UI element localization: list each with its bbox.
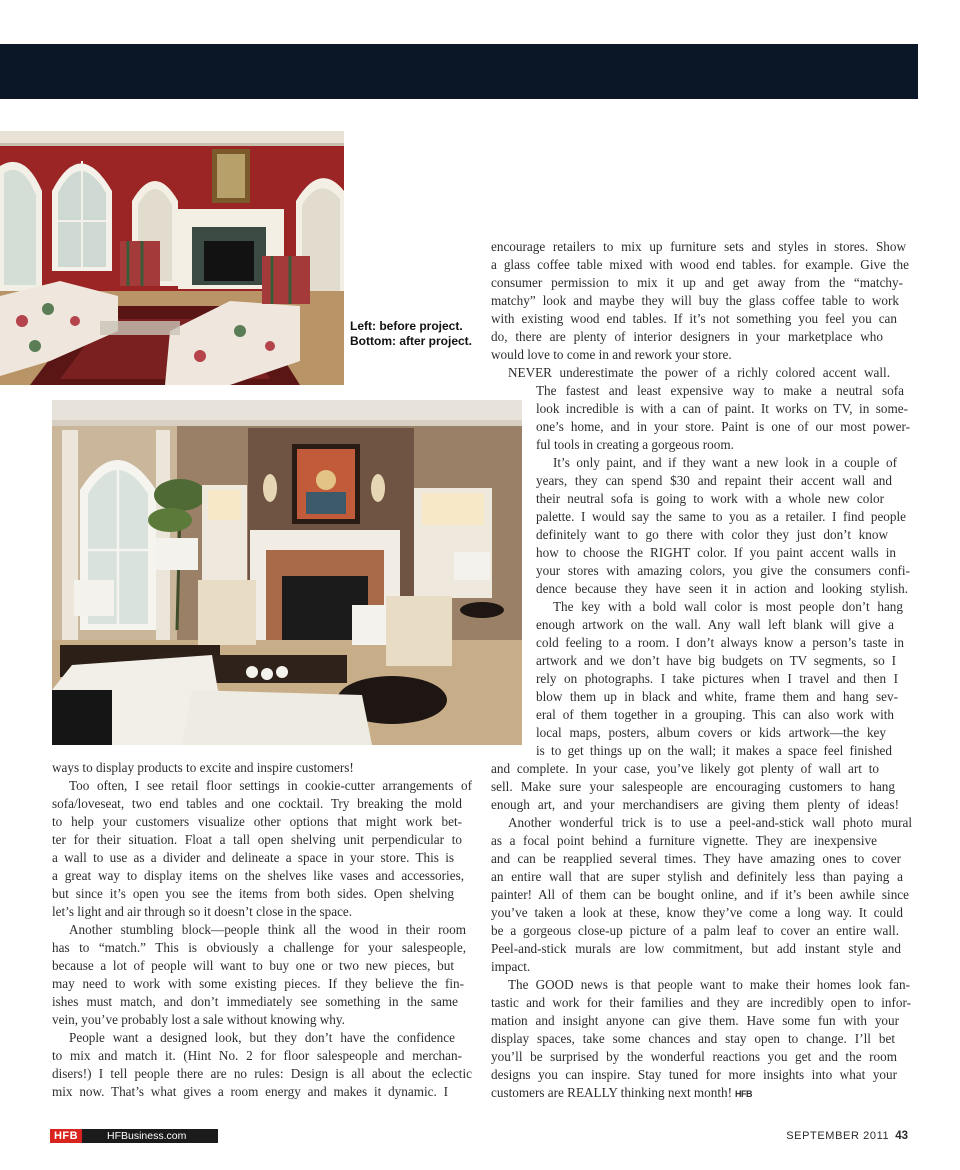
text-line: palette. I would say the same to you as a retailer. I find people: [536, 509, 906, 524]
text-line: customers are REALLY thinking next month!: [491, 1085, 733, 1100]
text-line: enough art, and your merchandisers are giving them plenty of ideas!: [491, 797, 899, 812]
end-mark: HFB: [735, 1089, 753, 1099]
issue-date: SEPTEMBER 2011: [786, 1130, 890, 1142]
footer-website: HFBusiness.com: [82, 1129, 218, 1143]
before-room-photo: [0, 131, 344, 385]
text-line: and can be reapplied several times. They have amazing ones to cover: [491, 851, 901, 866]
text-line: be a gorgeous close-up picture of a palm leaf to cover an entire wall.: [491, 923, 899, 938]
text-line: you’ll be surprised by the wonderful reactions you get and the room: [491, 1049, 897, 1064]
text-line: The key with a bold wall color is most people don’t hang: [553, 599, 903, 614]
text-line: enough artwork on the wall. Any wall left blank will give a: [536, 617, 894, 632]
text-line: The fastest and least expensive way to make a neutral sofa: [536, 383, 904, 398]
text-line: Another wonderful trick is to use a peel-and-stick wall photo mural: [508, 815, 912, 830]
text-line: People want a designed look, but they don’t have the confidence: [69, 1030, 455, 1045]
text-line: their neutral sofa is going to work with a whole new color: [536, 491, 884, 506]
after-room-photo: [52, 400, 522, 745]
text-line: look incredible is with a can of paint. It works on TV, in some-: [536, 401, 908, 416]
text-line: but since it’s open you see the items from both sides. Open shelving: [52, 886, 454, 901]
text-line: painter! All of them can be bought online, and if it’s been awhile since: [491, 887, 909, 902]
caption-line: Bottom: after project.: [350, 334, 473, 348]
photo-caption: [350, 319, 485, 349]
text-line: ter for their situation. Float a tall open shelving unit perpendicular to: [52, 832, 462, 847]
text-line: let’s light and air through so it doesn’t close in the space.: [52, 904, 353, 919]
text-line: your stores with amazing colors, you give the consumers confi-: [536, 563, 910, 578]
text-line: and complete. In your case, you’ve likely got plenty of wall art to: [491, 761, 879, 776]
text-line: tastic and work for their families and they are incredibly open to infor-: [491, 995, 911, 1010]
text-line: an entire wall that are super stylish and definitely less than paying a: [491, 869, 903, 884]
text-line: impact.: [491, 959, 531, 974]
text-line: do, there are plenty of interior designers in your marketplace who: [491, 329, 883, 344]
text-line: ways to display products to excite and inspire customers!: [52, 760, 354, 775]
text-line: sofa/loveseat, two end tables and one cocktail. Try breaking the mold: [52, 796, 462, 811]
text-line: would love to come in and rework your store.: [491, 347, 732, 362]
text-line: eral of them together in a grouping. This can also work with: [536, 707, 894, 722]
text-line: you’ve taken a look at these, know they’ve come a long way. It could: [491, 905, 903, 920]
text-line: encourage retailers to mix up furniture sets and styles in stores. Show: [491, 239, 906, 254]
text-line: It’s only paint, and if they want a new look in a couple of: [553, 455, 897, 470]
text-line: NEVER underestimate the power of a richly colored accent wall.: [508, 365, 890, 380]
text-line: disers!) I tell people there are no rules: Design is all about the eclectic: [52, 1066, 472, 1081]
text-line: Too often, I see retail floor settings in cookie-cutter arrangements of: [69, 778, 472, 793]
text-line: definitely want to go there with color they just don’t know: [536, 527, 888, 542]
text-line: rely on photographs. I take pictures when I travel and then I: [536, 671, 898, 686]
text-line: ishes must match, and don’t immediately see something in the same: [52, 994, 458, 1009]
text-line: The GOOD news is that people want to make their homes look fan-: [508, 977, 910, 992]
text-line: artwork and we don’t have big budgets on TV segments, so I: [536, 653, 896, 668]
text-line: dence because they have seen it in action and looking stylish.: [536, 581, 908, 596]
text-line: is to get things up on the wall; it makes a space feel finished: [536, 743, 892, 758]
text-line: may need to work with some existing pieces. If they believe the fin-: [52, 976, 464, 991]
text-line: mation and insight anyone can give them. Have some fun with your: [491, 1013, 899, 1028]
header-bar: [0, 44, 918, 99]
text-line: cold feeling to a room. I don’t always know a person’s taste in: [536, 635, 904, 650]
text-line: as a focal point behind a furniture vignette. They are inexpensive: [491, 833, 877, 848]
text-line: matchy” look and maybe they will buy the glass coffee table to work: [491, 293, 899, 308]
footer-brand: [50, 1129, 218, 1143]
text-line: to mix and match it. (Hint No. 2 for floor salespeople and merchan-: [52, 1048, 462, 1063]
text-line: a glass coffee table mixed with wood end tables. for example. Give the: [491, 257, 909, 272]
text-line: display spaces, take some chances and stay open to change. I’ll bet: [491, 1031, 895, 1046]
text-line: local maps, posters, album covers or kids artwork—the key: [536, 725, 886, 740]
text-line: Peel-and-stick murals are low commitment, but add instant style and: [491, 941, 901, 956]
text-line: to help your customers visualize other options that might work bet-: [52, 814, 462, 829]
text-line: with existing wood end tables. If it’s not something you feel you can: [491, 311, 897, 326]
text-line: has to “match.” This is obviously a challenge for your salespeople,: [52, 940, 466, 955]
text-line: sell. Make sure your salespeople are encouraging customers to hang: [491, 779, 895, 794]
hfb-logo: HFB: [50, 1129, 82, 1143]
footer-folio: [786, 1129, 908, 1143]
text-line: a wall to use as a divider and delineate a space in your store. This is: [52, 850, 454, 865]
text-line: mix now. That’s what gives a room energy and makes it dynamic. I: [52, 1084, 448, 1099]
text-line: designs you can inspire. Stay tuned for more insights into what your: [491, 1067, 897, 1082]
text-line: one’s home, and in your store. Paint is one of our most power-: [536, 419, 910, 434]
text-line: Another stumbling block—people think all the wood in their room: [69, 922, 466, 937]
text-line: a great way to display items on the shelves like vases and accessories,: [52, 868, 464, 883]
text-line: consumer permission to mix it up and get away from the “matchy-: [491, 275, 903, 290]
text-line: ful tools in creating a gorgeous room.: [536, 437, 734, 452]
text-line: blow them up in black and white, frame them and hang sev-: [536, 689, 898, 704]
text-line: vein, you’ve probably lost a sale without knowing why.: [52, 1012, 345, 1027]
page-number: 43: [895, 1130, 908, 1142]
text-line: because a lot of people will want to buy one or two new pieces, but: [52, 958, 454, 973]
text-line: how to choose the RIGHT color. If you paint accent walls in: [536, 545, 896, 560]
caption-line: Left: before project.: [350, 319, 463, 333]
text-line: years, they can spend $30 and repaint their accent wall and: [536, 473, 892, 488]
